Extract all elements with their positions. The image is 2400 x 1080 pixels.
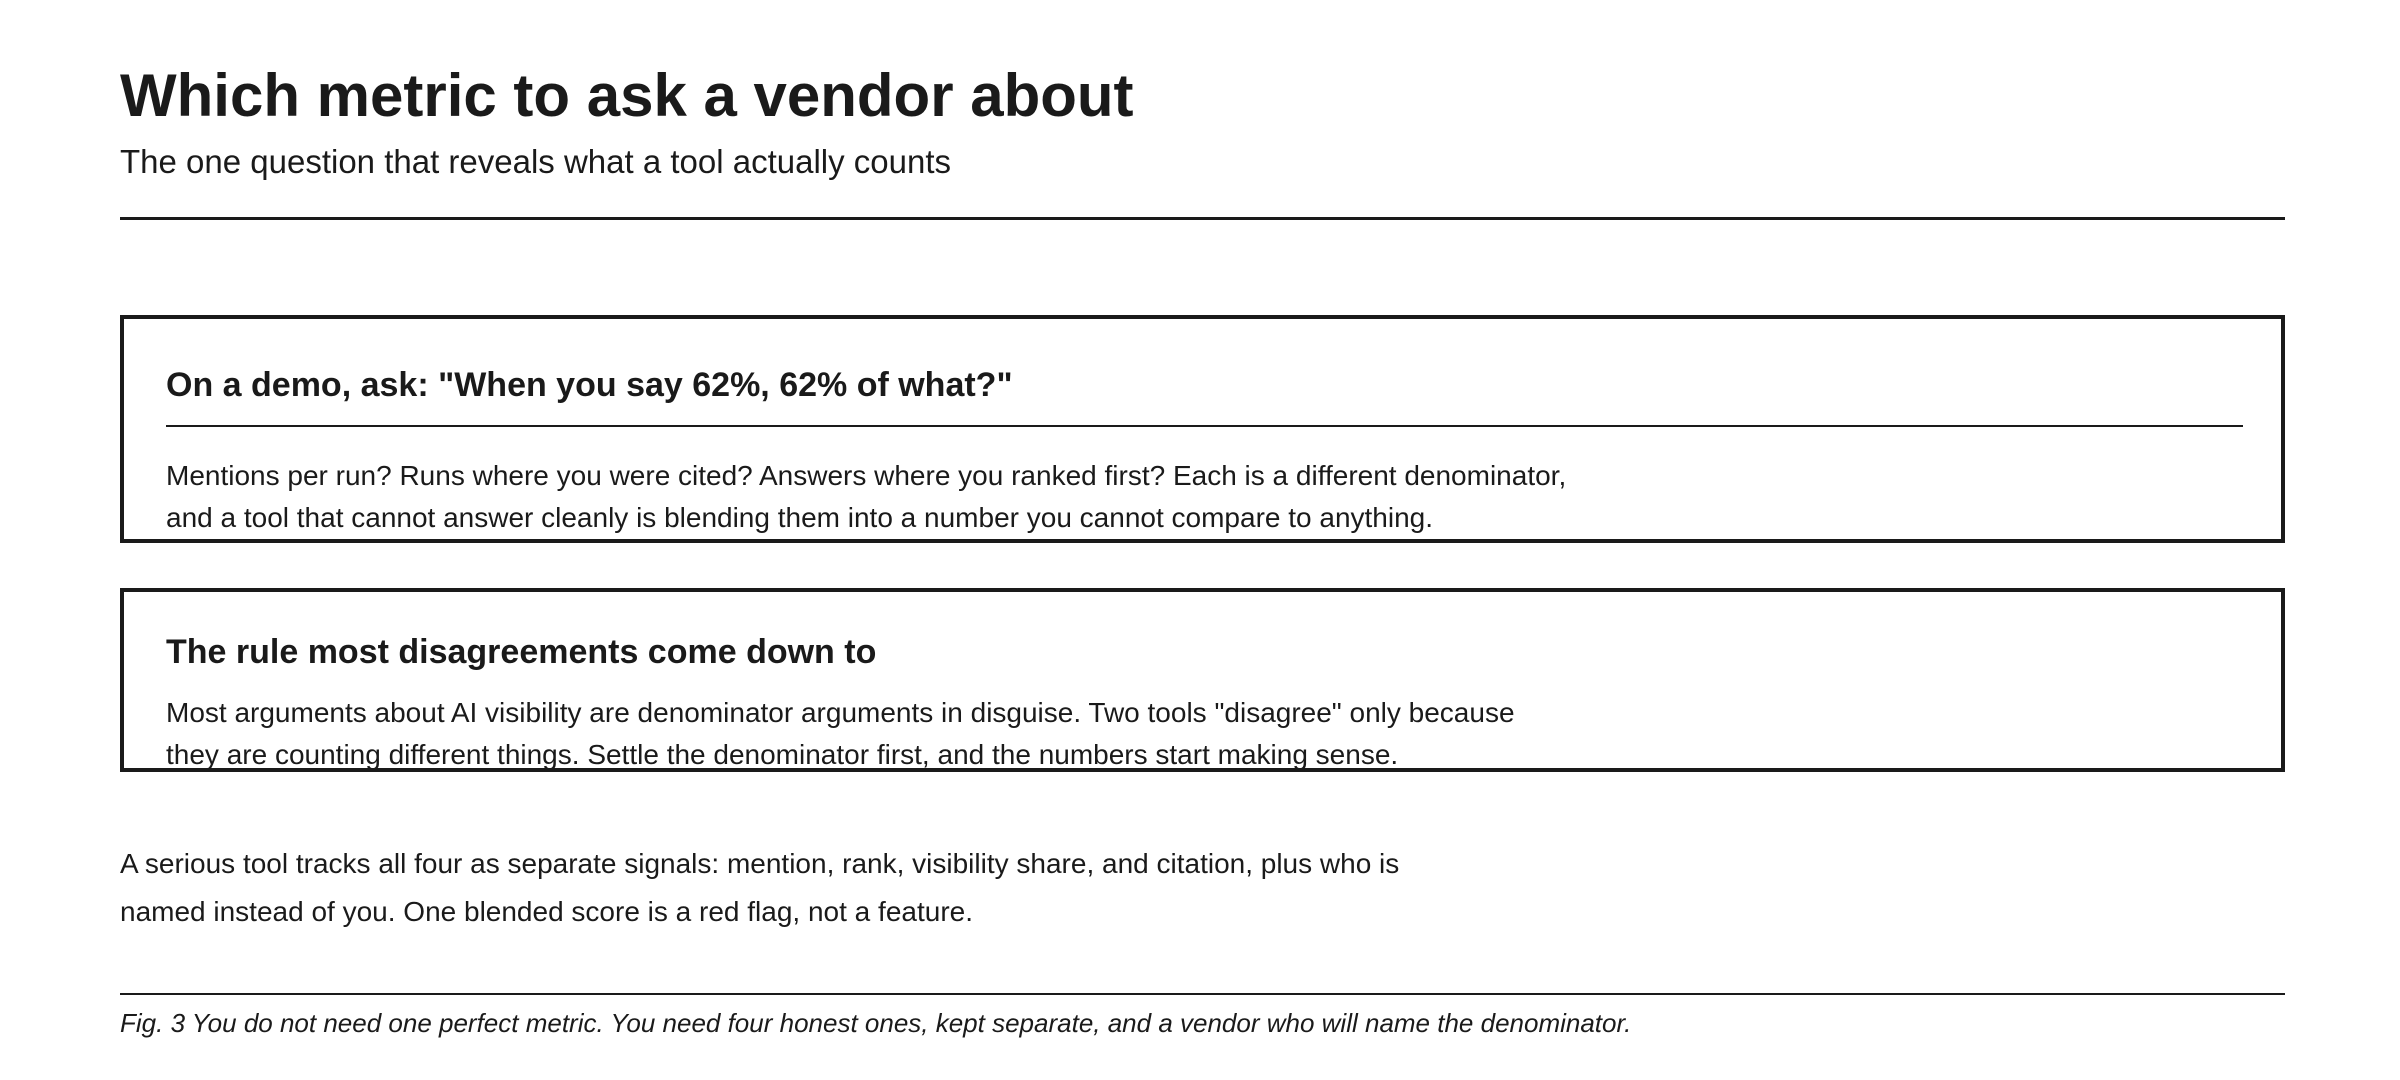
body-text-line: named instead of you. One blended score is a red flag, not a feature. xyxy=(120,896,973,927)
callout-text-line: Most arguments about AI visibility are denominator arguments in disguise. Two tools "disagree" only because xyxy=(166,697,1515,728)
callout-denominator-rule xyxy=(120,588,2285,772)
figure-caption: Fig. 3 You do not need one perfect metric. You need four honest ones, kept separate, and a vendor who will name the denominator. xyxy=(120,1008,1632,1038)
callout-text xyxy=(166,692,1866,776)
body-paragraph xyxy=(120,840,1399,936)
callout-text xyxy=(166,455,1866,539)
callout-demo-question xyxy=(120,315,2285,543)
callout-divider xyxy=(166,425,2243,427)
callout-text-line: they are counting different things. Settle the denominator first, and the numbers start making sense. xyxy=(166,739,1399,770)
callout-text-line: and a tool that cannot answer cleanly is blending them into a number you cannot compare to anything. xyxy=(166,502,1434,533)
callout-heading: The rule most disagreements come down to xyxy=(166,633,877,671)
body-text-line: A serious tool tracks all four as separate signals: mention, rank, visibility share, and citation, plus who is xyxy=(120,848,1400,879)
page-title: Which metric to ask a vendor about xyxy=(120,62,1134,129)
callout-text-line: Mentions per run? Runs where you were cited? Answers where you ranked first? Each is a different denominator, xyxy=(166,460,1567,491)
header-divider xyxy=(120,217,2285,220)
page-subtitle: The one question that reveals what a tool actually counts xyxy=(120,143,952,180)
caption-divider xyxy=(120,993,2285,995)
callout-heading: On a demo, ask: "When you say 62%, 62% of what?" xyxy=(166,366,1013,404)
